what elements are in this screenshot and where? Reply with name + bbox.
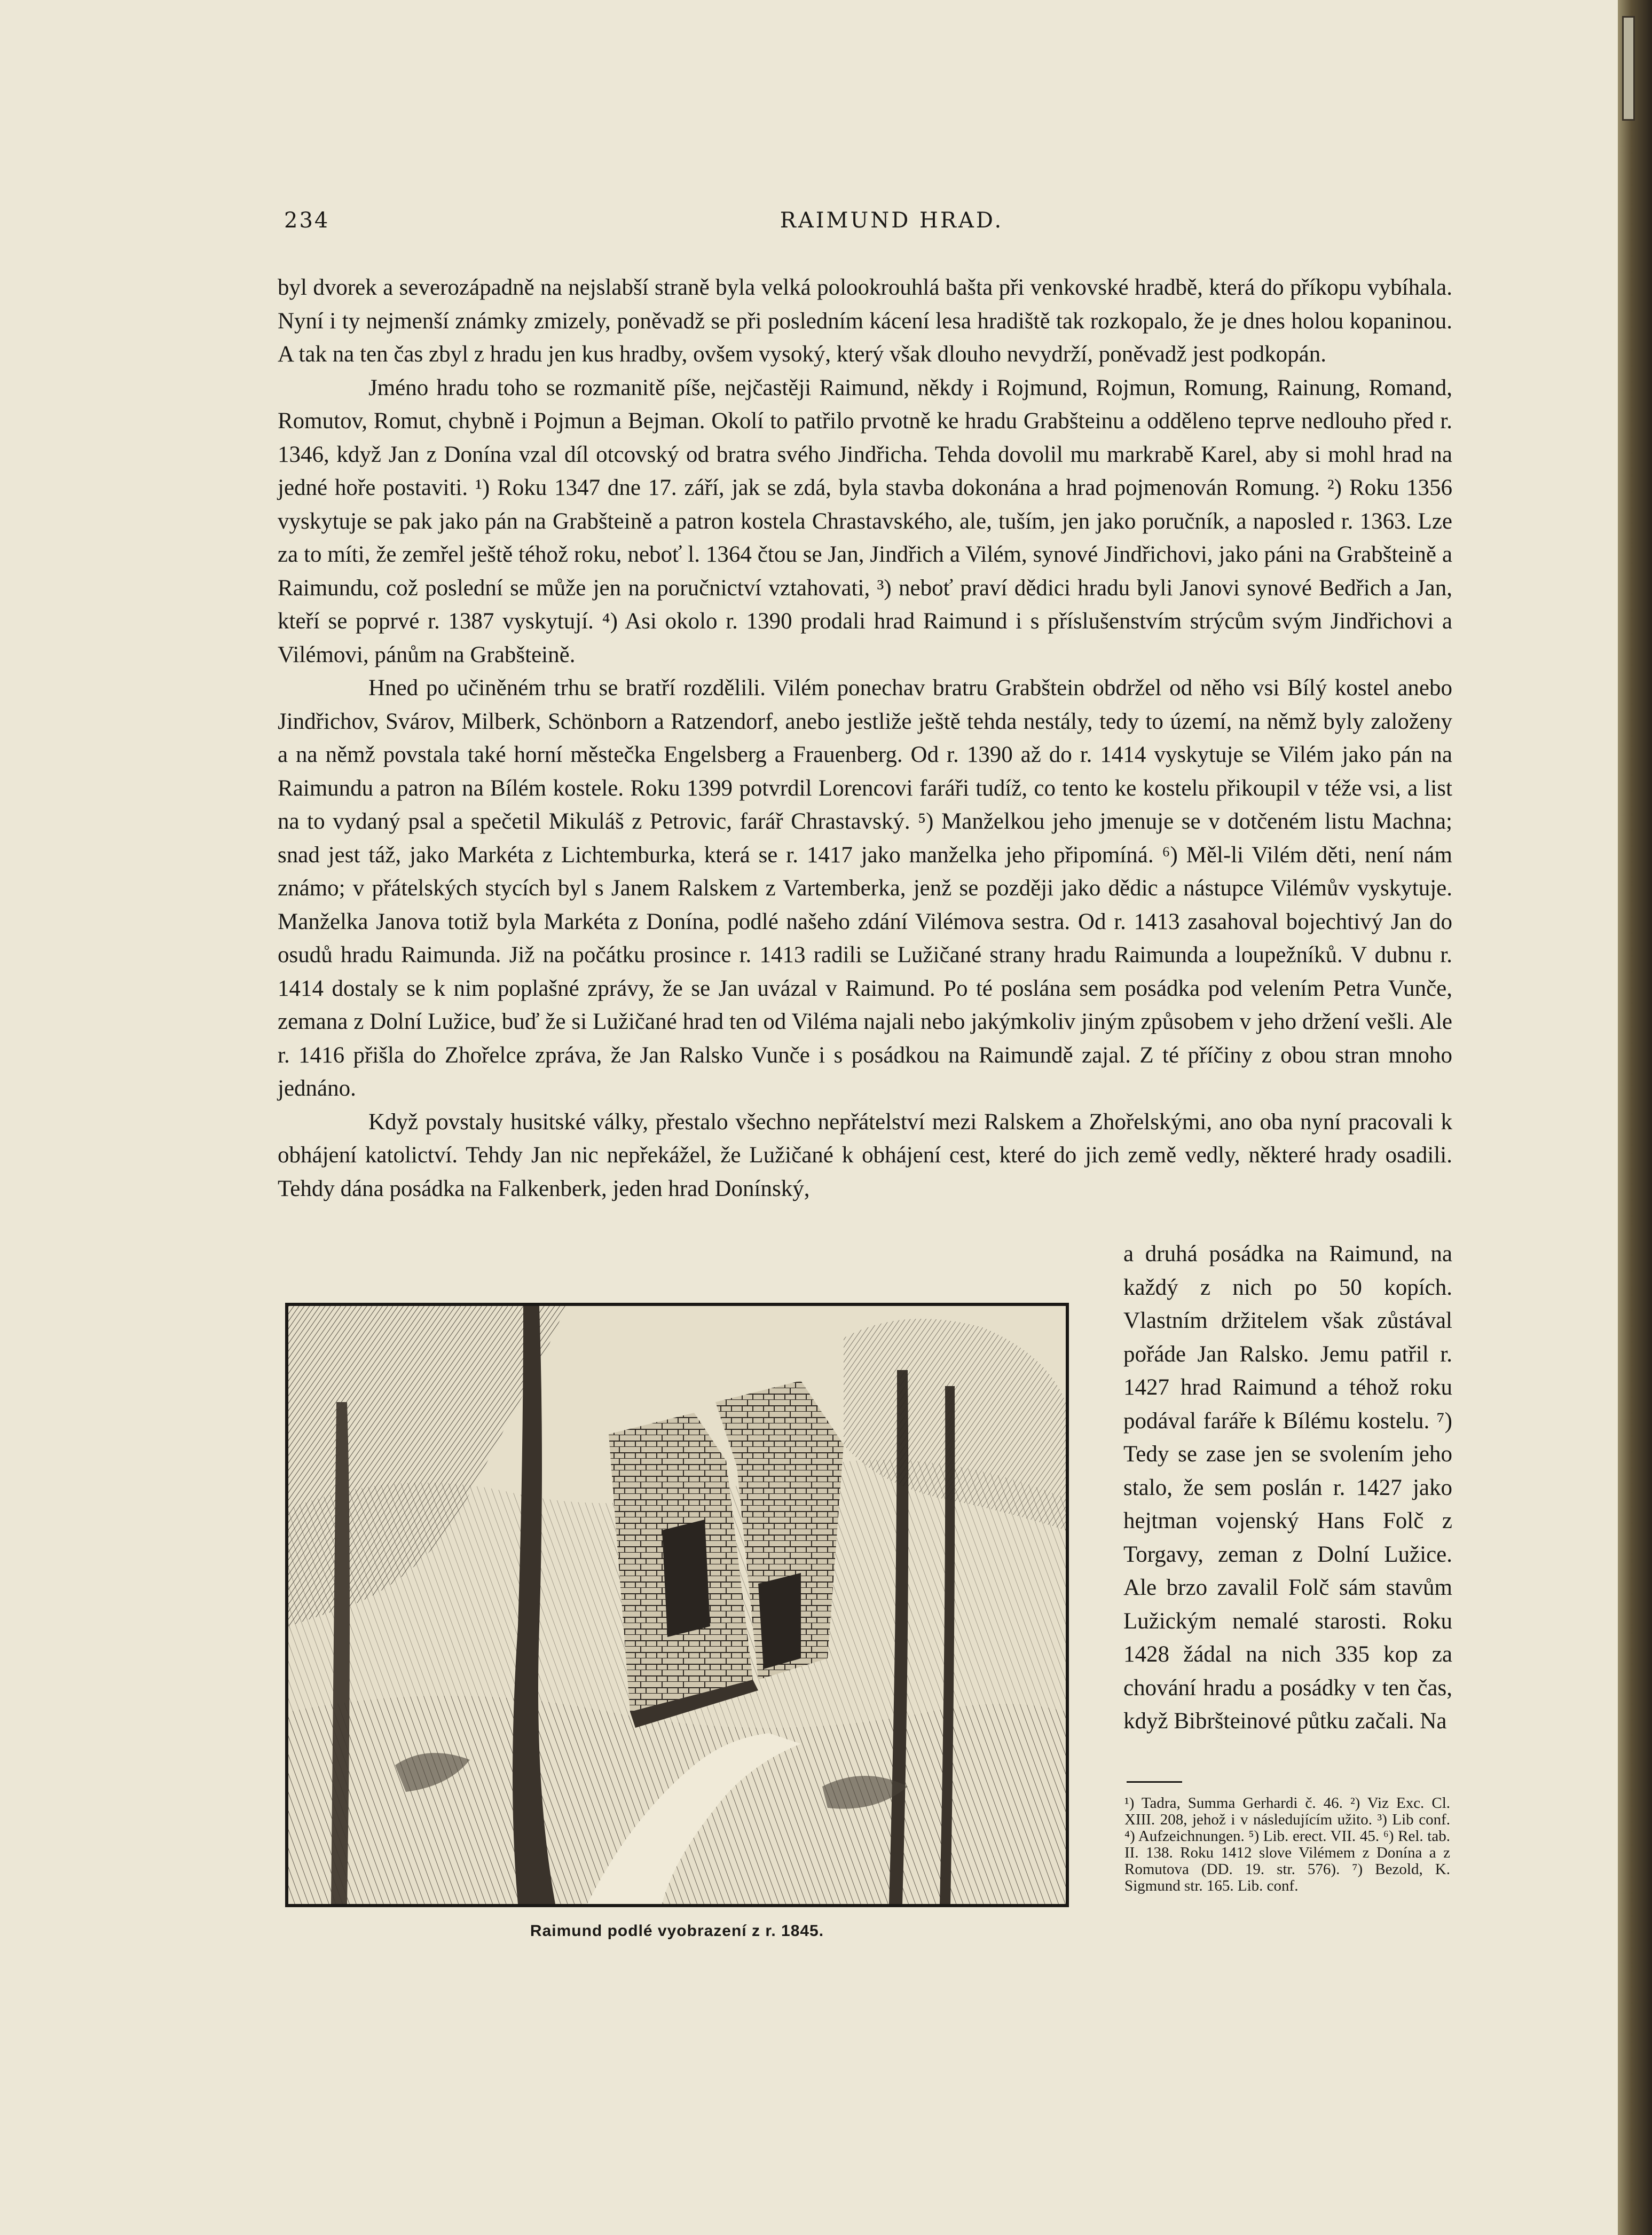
figure-caption: Raimund podlé vyobrazení z r. 1845. bbox=[530, 1922, 824, 1940]
paragraph: a druhá posádka na Raimund, na každý z nich po 50 kopích. Vlastním držitelem však zůstával pořáde Jan Ralsko. Jemu patřil r. 1427 hrad Raimund a téhož roku podával faráře k Bílému kostelu. ⁷) Tedy se zase jen se svolením jeho stalo, že sem poslán r. 1427 jako hejtman vojenský Hans Folč z Torgavy, zeman z Dolní Lužice. Ale brzo zavalil Folč sám stavům Lužickým nemalé starosti. Roku 1428 žádal na nich 335 kop za chování hradu a posádky v ten čas, když Bibršteinové půtku začali. Na bbox=[1123, 1241, 1452, 1734]
engraving-image bbox=[288, 1306, 1066, 1904]
page-number: 234 bbox=[284, 208, 330, 233]
footnote-divider bbox=[1127, 1781, 1182, 1783]
side-column-text bbox=[1123, 1238, 1452, 1738]
paragraph: Hned po učiněném trhu se bratří rozdělili. Vilém ponechav bratru Grabštein obdržel od něho vsi Bílý kostel anebo Jindřichov, Svárov, Milberk, Schönborn a Ratzendorf, anebo jestliže ještě tehda nestály, tedy to území, na němž byly založeny a na němž povstala také horní městečka Engelsberg a Frauenberg. Od r. 1390 až do r. 1414 vyskytuje se Vilém jako pán na Raimundu a patron na Bílém kostele. Roku 1399 potvrdil Lorencovi faráři tudíž, co tento ke kostelu přikoupil v téže vsi, a list na to vydaný psal a spečetil Mikuláš z Petrovic, farář Chrastavský. ⁵) Manželkou jeho jmenuje se v dotčeném listu Machna; snad jest táž, jako Markéta z Lichtemburka, která se r. 1417 jako manželka jeho připomíná. ⁶) Měl-li Vilém děti, není nám známo; v přátelských stycích byl s Janem Ralskem z Vartemberka, jenž se později jako dědic a nástupce Vilémův vyskytuje. Manželka Janova totiž byla Markéta z Donína, podlé našeho zdání Vilémova sestra. Od r. 1413 zasahoval bojechtivý Jan do osudů hradu Raimunda. Již na počátku prosince r. 1413 radili se Lužičané strany hradu Raimunda a loupežníků. V dubnu r. 1414 dostaly se k nim poplašné zprávy, že se Jan uvázal v Raimund. Po té poslána sem posádka pod velením Petra Vunče, zemana z Dolní Lužice, buď že si Lužičané hrad ten od Viléma najali nebo jakýmkoliv jiným způsobem v jeho držení vešli. Ale r. 1416 přišla do Zhořelce zpráva, že Jan Ralsko Vunče i s posádkou na Raimundě zajal. Z té příčiny z obou stran mnoho jednáno. bbox=[278, 675, 1452, 1101]
paragraph: Když povstaly husitské války, přestalo všechno nepřátelství mezi Ralskem a Zhořelskými, ano oba nyní pracovali k obhájení katolictví. Tehdy Jan nic nepřekážel, že Lužičané k obhájení cest, které do jich země vedly, některé hrady osadili. Tehdy dána posádka na Falkenberk, jeden hrad Donínský, bbox=[278, 1109, 1452, 1201]
footnote-text: ¹) Tadra, Summa Gerhardi č. 46. ²) Viz Exc. Cl. XIII. 208, jehož i v následujícím užito. ³) Lib conf. ⁴) Aufzeichnungen. ⁵) Lib. erect. VII. 45. ⁶) Rel. tab. II. 138. Roku 1412 slove Vilémem z Donína a z Romutova (DD. 19. str. 576). ⁷) Bezold, K. Sigmund str. 165. Lib. conf. bbox=[1124, 1795, 1450, 1894]
paragraph: Jméno hradu toho se rozmanitě píše, nejčastěji Raimund, někdy i Rojmund, Rojmun, Romung, Rainung, Romand, Romutov, Romut, chybně i Pojmun a Bejman. Okolí to patřilo prvotně ke hradu Grabšteinu a odděleno teprve nedlouho před r. 1346, když Jan z Donína vzal díl otcovský od bratra svého Jindřicha. Tehda dovolil mu markrabě Karel, aby si mohl hrad na jedné hoře postaviti. ¹) Roku 1347 dne 17. září, jak se zdá, byla stavba dokonána a hrad pojmenován Romung. ²) Roku 1356 vyskytuje se pak jako pán na Grabšteině a patron kostela Chrastavského, ale, tuším, jen jako poručník, a naposled r. 1363. Lze za to míti, že zemřel ještě téhož roku, neboť l. 1364 čtou se Jan, Jindřich a Vilém, synové Jindřichovi, jako páni na Grabšteině a Raimundu, což poslední se může jen na poručnictví vztahovati, ³) neboť praví dědici hradu byli Janovi synové Bedřich a Jan, kteří se poprvé r. 1387 vyskytují. ⁴) Asi okolo r. 1390 prodali hrad Raimund i s příslušenstvím strýcům svým Jindřichovi a Vilémovi, pánům na Grabšteině. bbox=[278, 375, 1452, 667]
spine-marker bbox=[1622, 16, 1635, 121]
body-text bbox=[278, 271, 1452, 1206]
running-title: RAIMUND HRAD. bbox=[780, 208, 1004, 233]
book-spine-edge bbox=[1618, 0, 1652, 2235]
paragraph: byl dvorek a severozápadně na nejslabší straně byla velká polookrouhlá bašta při venkovské hradbě, která do příkopu vybíhala. Nyní i ty nejmenší známky zmizely, poněvadž se při posledním kácení lesa hradiště tak rozkopalo, že je dnes holou kopaninou. A tak na ten čas zbyl z hradu jen kus hradby, ovšem vysoký, který však dlouho nevydrží, poněvadž jest podkopán. bbox=[278, 275, 1452, 367]
castle-ruin-illustration bbox=[285, 1303, 1069, 1907]
footnotes bbox=[1124, 1795, 1450, 1894]
